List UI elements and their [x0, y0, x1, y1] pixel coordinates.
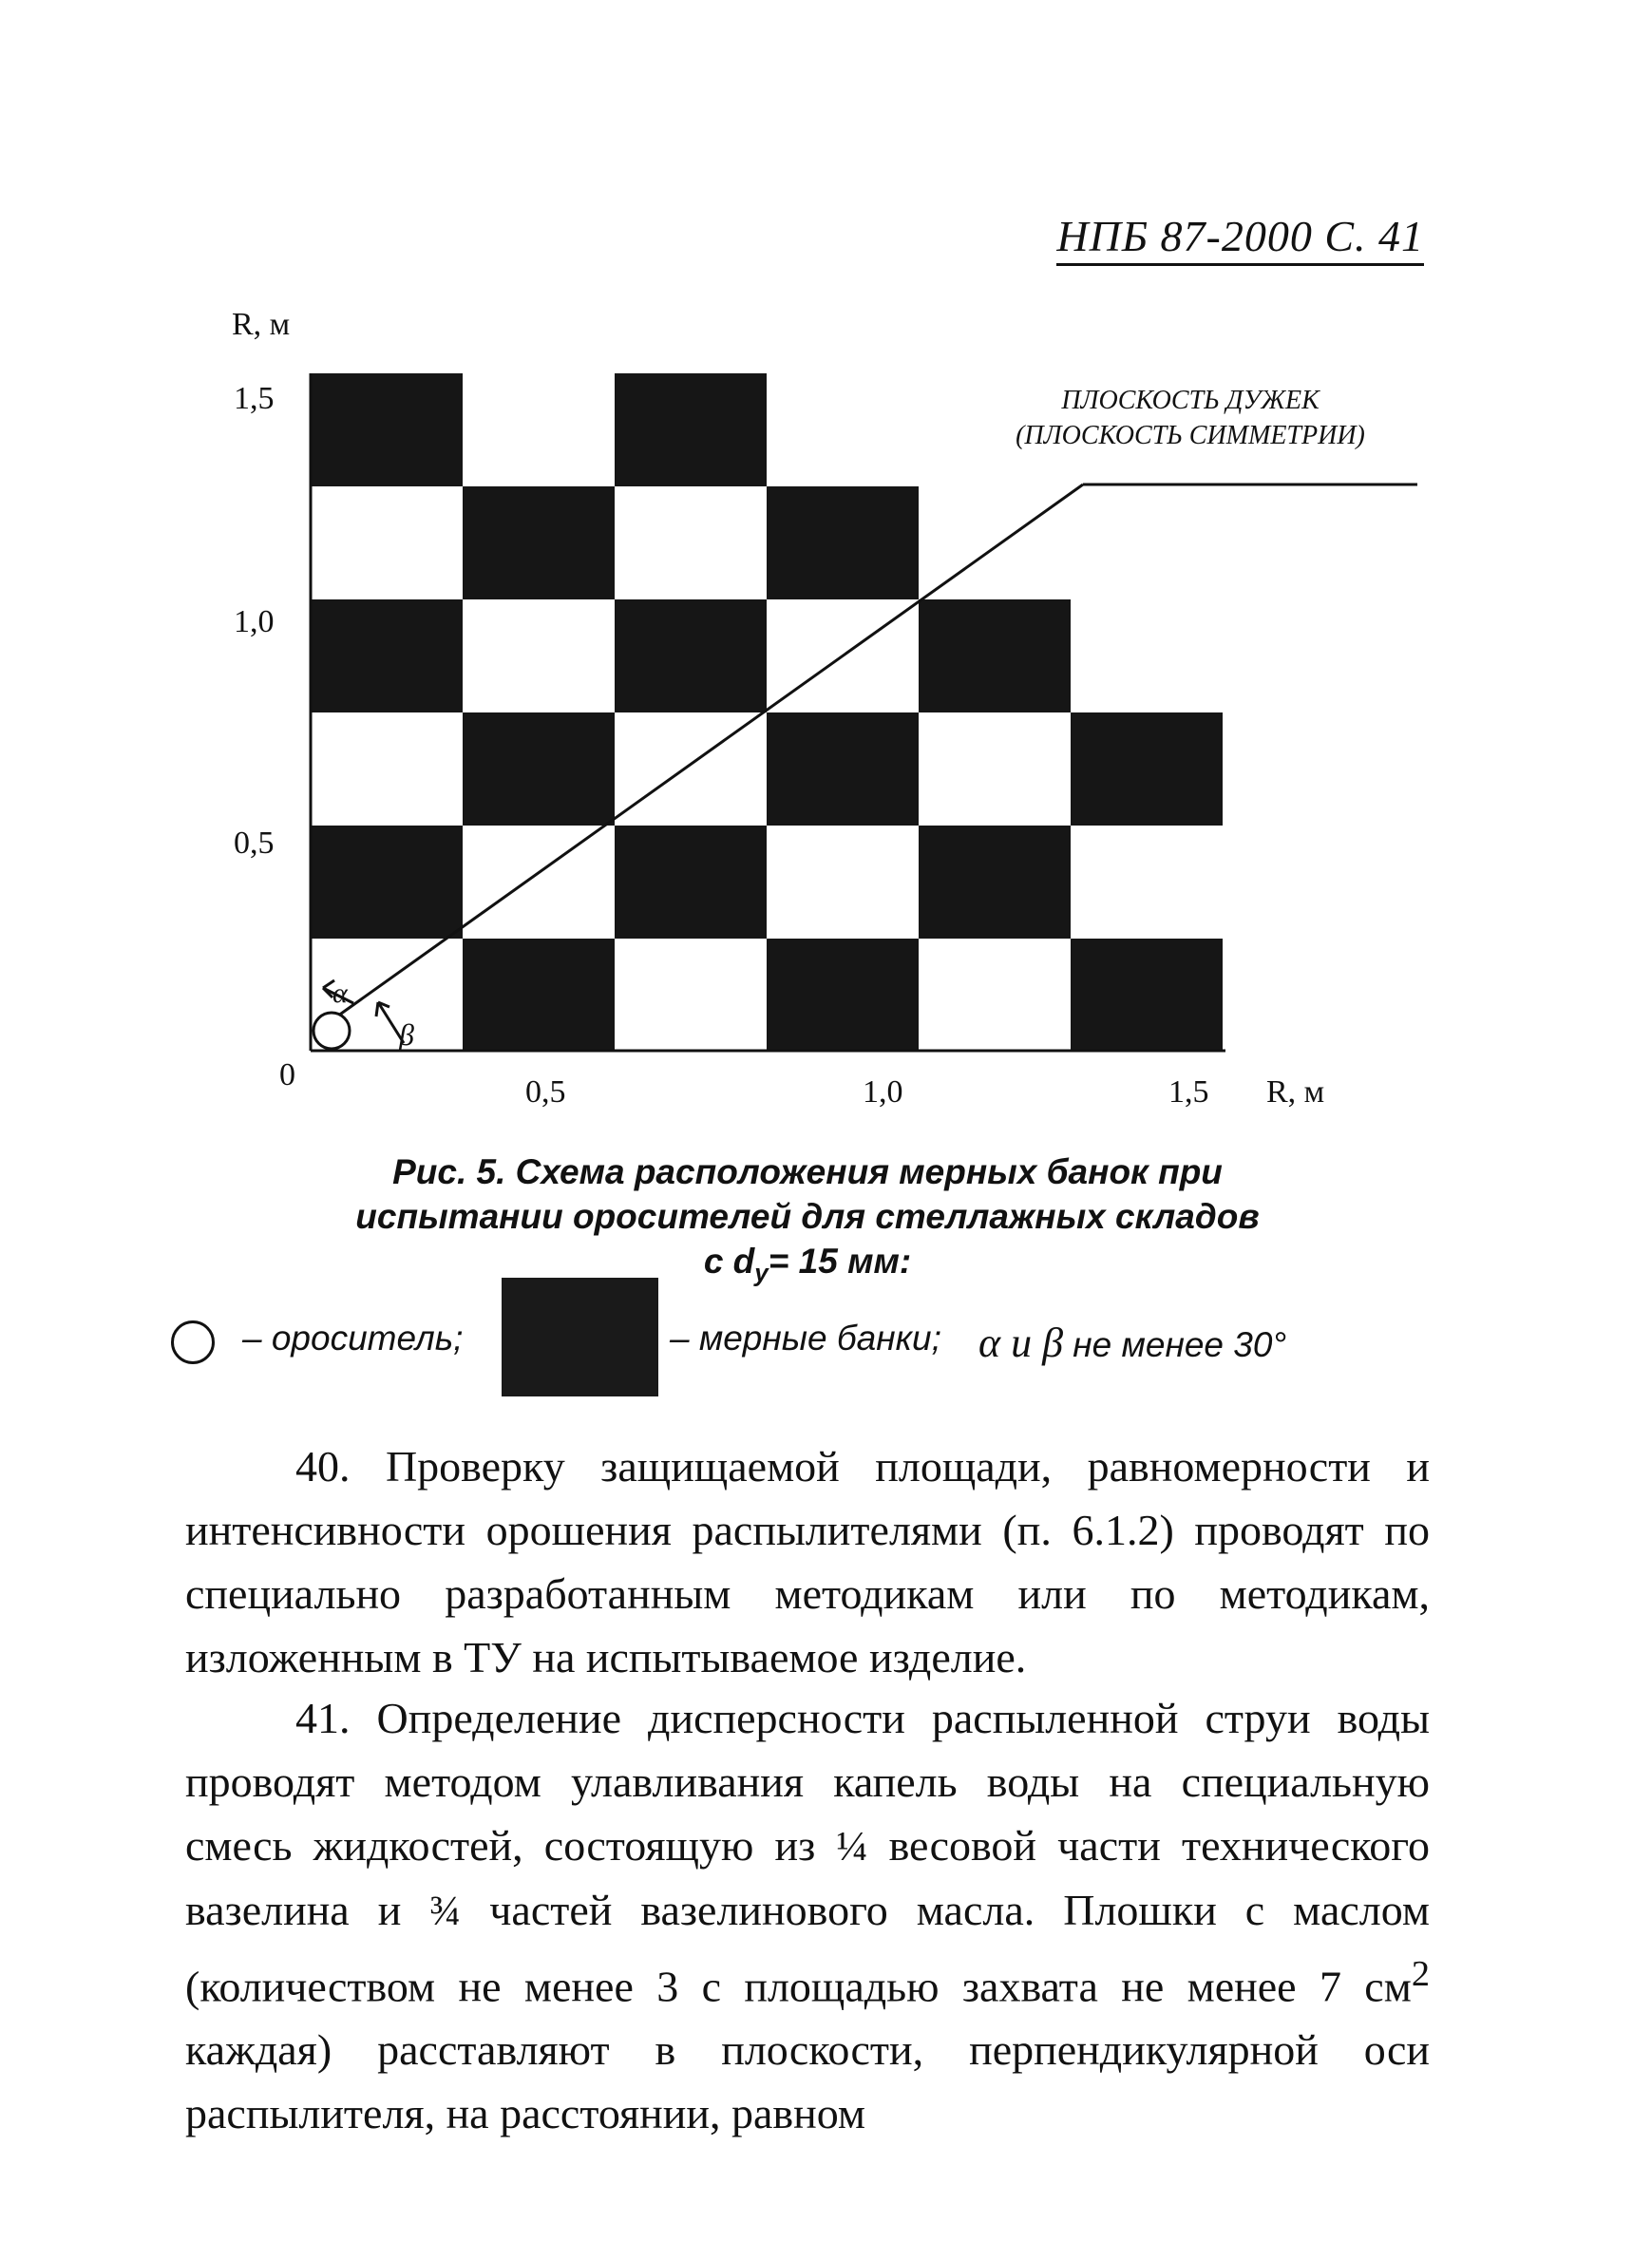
- x-axis-label: R, м: [1266, 1074, 1325, 1110]
- measuring-can-cell: [311, 373, 463, 486]
- sprinkler-symbol: [313, 1013, 350, 1049]
- paragraph-41: [185, 1686, 1430, 2145]
- caption-line3-suffix: = 15 мм:: [768, 1242, 912, 1281]
- measuring-can-cell: [615, 826, 767, 939]
- p41-fraction-quarter: ¼: [836, 1823, 868, 1870]
- angles-legend-text: не менее 30°: [1063, 1325, 1287, 1364]
- sprinkler-legend-icon: [171, 1320, 215, 1364]
- origin-label: 0: [279, 1057, 295, 1092]
- alpha-angle-label: α: [332, 978, 348, 1009]
- measuring-can-cell: [1071, 712, 1223, 826]
- can-legend-swatch: [502, 1278, 658, 1396]
- x-tick-0.5: 0,5: [525, 1074, 566, 1110]
- y-tick-1.5: 1,5: [234, 381, 275, 416]
- measuring-can-cell: [919, 826, 1071, 939]
- p41-superscript: 2: [1411, 1954, 1430, 1994]
- measuring-can-cell: [615, 599, 767, 712]
- angles-symbols: α и β: [978, 1320, 1064, 1366]
- measuring-can-cell: [767, 939, 919, 1052]
- beta-angle-label: β: [399, 1017, 414, 1052]
- paragraph-40: 40. Проверку защищаемой площади, равномерности и интенсивности орошения распылителями (п. 6.1.2) проводят по специально разработанным методикам или по методикам, изложенным в ТУ на испытываемое изделие.: [185, 1442, 1430, 1681]
- p41-text-b: весовой части технического вазелина и: [185, 1821, 1430, 1934]
- figure-legend: [152, 1278, 1463, 1401]
- figure-caption: [190, 1149, 1425, 1295]
- y-tick-0.5: 0,5: [234, 826, 275, 861]
- caption-line1: Рис. 5. Схема расположения мерных банок при: [392, 1152, 1223, 1191]
- measuring-can-cell: [463, 939, 615, 1052]
- x-tick-1.0: 1,0: [863, 1074, 903, 1110]
- measuring-can-cell: [311, 826, 463, 939]
- measuring-can-cell: [311, 599, 463, 712]
- plane-label-line1: ПЛОСКОСТЬ ДУЖЕК: [1061, 386, 1320, 415]
- measuring-can-cell: [919, 599, 1071, 712]
- p41-text-d: каждая) расставляют в плоскости, перпендикулярной оси распылителя, на расстоянии, равном: [185, 2025, 1430, 2138]
- caption-line3-prefix: с d: [703, 1242, 755, 1281]
- measuring-can-cell: [767, 712, 919, 826]
- caption-line3-subscript: у: [754, 1258, 769, 1287]
- sprinkler-legend-text: – ороситель;: [242, 1319, 464, 1358]
- x-tick-1.5: 1,5: [1168, 1074, 1209, 1110]
- plane-label-line2: (ПЛОСКОСТЬ СИММЕТРИИ): [1016, 421, 1365, 450]
- page-header: НПБ 87-2000 С. 41: [1056, 211, 1424, 266]
- p41-text-c: частей вазелинового масла. Плошки с маслом (количеством не менее 3 с площадью захвата не менее 7 см: [185, 1886, 1430, 2011]
- p41-text-a: 41. Определение дисперсности распыленной струи воды проводят методом улавливания капель воды на специальную смесь жидкостей, состоящую из: [185, 1694, 1430, 1870]
- measuring-can-cell: [615, 373, 767, 486]
- measuring-cans-grid: [311, 373, 1223, 1052]
- y-axis-label: R, м: [232, 307, 291, 342]
- measuring-can-cell: [1071, 939, 1223, 1052]
- measuring-can-cell: [463, 712, 615, 826]
- y-tick-1.0: 1,0: [234, 604, 275, 639]
- p41-fraction-three-quarters: ¾: [429, 1888, 462, 1934]
- angles-legend: [978, 1319, 1286, 1367]
- can-legend-text: – мерные банки;: [670, 1319, 941, 1358]
- measuring-can-cell: [463, 486, 615, 599]
- measuring-can-cell: [767, 486, 919, 599]
- caption-line2: испытании оросителей для стеллажных складов: [355, 1197, 1260, 1236]
